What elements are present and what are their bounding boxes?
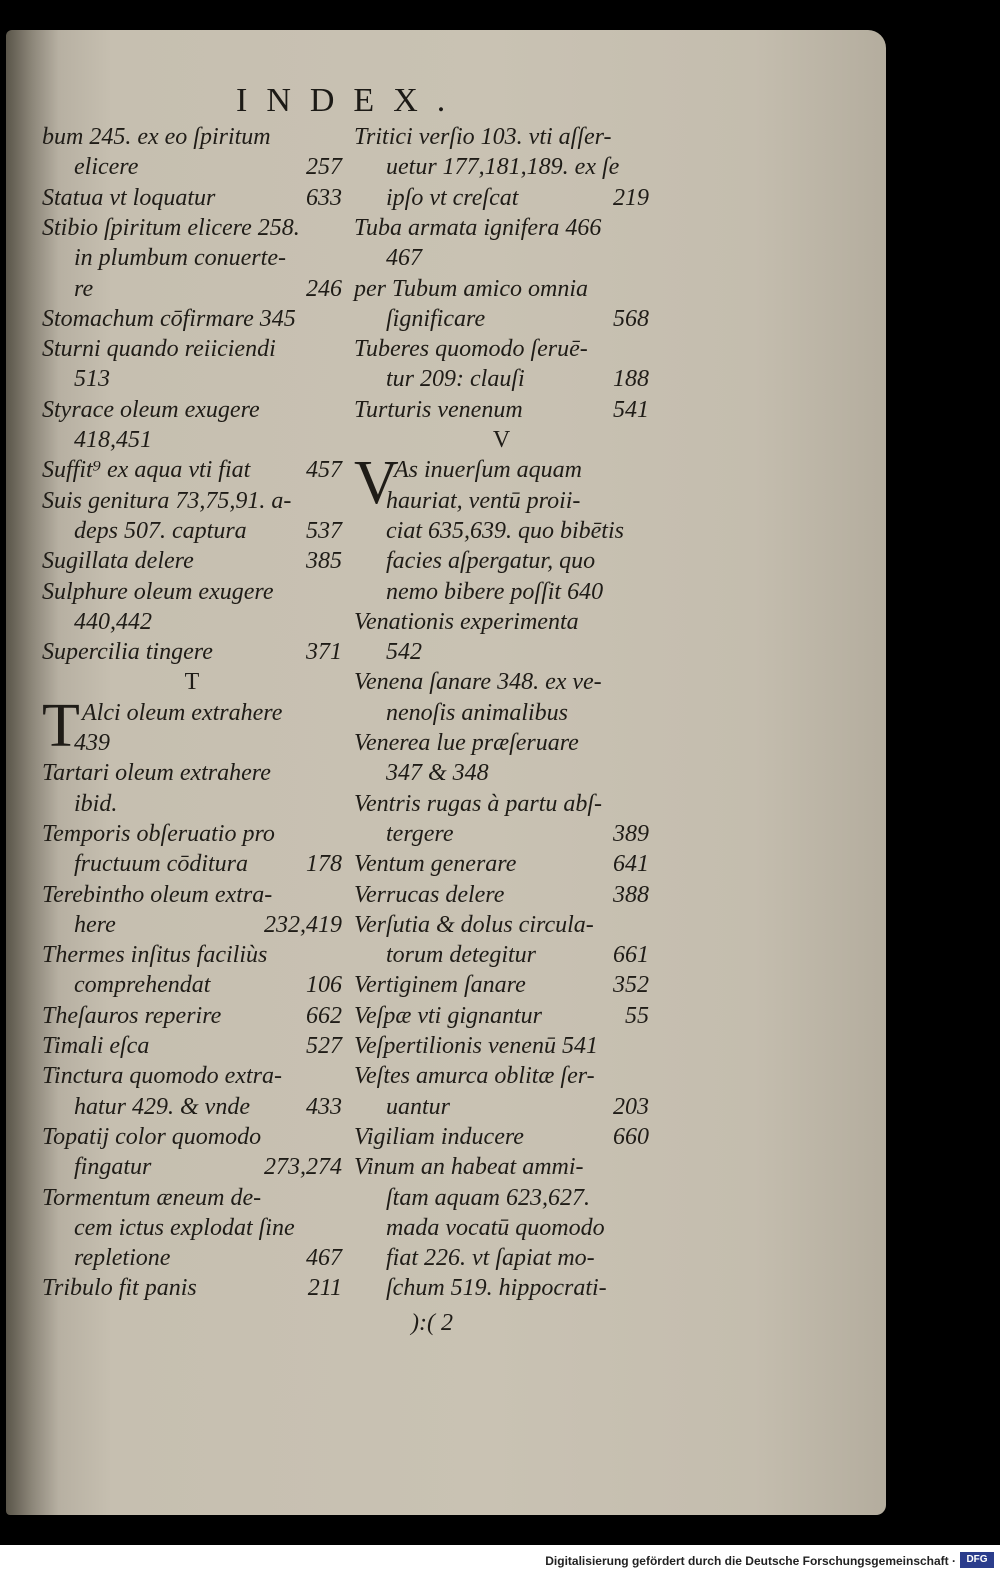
entry-text: 467 [386,245,422,272]
entry-page-number: 211 [307,1275,342,1302]
index-entry-line [74,1213,342,1243]
entry-page-number: 662 [306,1002,342,1029]
entry-text: Verſutia & dolus circula- [354,911,594,938]
index-entry-line [354,849,649,879]
index-entry-line [42,455,342,485]
index-entry-line [386,546,649,576]
entry-page-number: 178 [306,851,342,878]
index-entry-line [386,758,649,788]
index-entry-line [42,880,342,910]
entry-text: Verrucas delere [354,881,505,908]
index-entry-line [386,1243,649,1273]
entry-text: 513 [74,366,110,393]
index-entry-line [354,880,649,910]
index-entry-line [42,667,342,697]
entry-text: Vertiginem ſanare [354,972,526,999]
index-entry-line [74,789,342,819]
entry-text: re [74,275,94,302]
index-entry-line [354,334,649,364]
index-entry-line [42,940,342,970]
entry-text: here [74,911,116,938]
index-entry-line [74,849,342,879]
entry-text: bum 245. ex eo ſpiritum [42,124,271,150]
entry-text: tur 209: clauſi [386,366,525,393]
entry-text: deps 507. captura [74,517,247,544]
entry-text: 440,442 [74,608,152,635]
entry-page-number: 433 [306,1093,342,1120]
index-entry-line [354,607,649,637]
index-entry-line [42,1001,342,1031]
entry-page-number: 371 [306,639,342,666]
entry-text: Ventum generare [354,851,517,878]
entry-text: Sugillata delere [42,548,194,575]
index-entry-line [386,152,649,182]
entry-page-number: 660 [613,1123,649,1150]
index-entry-line [354,395,649,425]
index-entry-line [354,1061,649,1091]
index-entry-line [74,970,342,1000]
entry-page-number: 352 [613,972,649,999]
entry-text: Vinum an habeat ammi- [354,1154,584,1181]
entry-text: fingatur [74,1154,152,1181]
entry-text: ipſo vt creſcat [386,184,519,211]
entry-page-number: 641 [613,851,649,878]
index-entry-line [74,607,342,637]
index-entry-line [42,334,342,364]
index-entry-line [42,637,342,667]
entry-page-number: 55 [625,1002,649,1029]
index-entry-line [42,1273,342,1303]
index-entry-line [42,183,342,213]
index-entry-line [74,1152,342,1182]
index-entry-line [386,1273,649,1303]
entry-text: hatur 429. & vnde [74,1093,250,1120]
index-entry-line [354,122,649,152]
footer-credit: Digitalisierung gefördert durch die Deutsche Forschungsgemeinschaft · [545,1554,956,1568]
entry-text: fructuum cōditura [74,851,248,878]
entry-text: Tinctura quomodo extra- [42,1063,282,1090]
entry-text: uetur 177,181,189. ex ſe [386,154,620,181]
entry-text: Vigiliam inducere [354,1123,524,1150]
entry-text: V [492,427,511,453]
entry-text: Temporis obſeruatio pro [42,820,275,847]
entry-text: nenoſis animalibus [386,699,569,726]
index-entry-line [354,728,649,758]
index-entry-line [42,577,342,607]
index-entry-line [386,304,649,334]
entry-text: Suffit⁹ ex aqua vti fiat [42,457,251,484]
entry-text: facies aſpergatur, quo [386,548,596,575]
index-entry-line [42,304,342,334]
entry-text: Tartari oleum extrahere [42,760,271,787]
index-entry-line [42,486,342,516]
index-entry-line [42,1031,342,1061]
index-entry-line [394,455,649,485]
index-entry-line [386,243,649,273]
entry-text: Stomachum cōfirmare 345 [42,305,296,332]
entry-text: Sulphure oleum exugere [42,578,274,605]
entry-text: Supercilia tingere [42,639,213,666]
index-entry-line [354,213,649,243]
drop-cap-letter: T [42,691,80,760]
index-entry-line [74,516,342,546]
entry-text: elicere [74,154,139,181]
entry-text: Venationis experimenta [354,608,579,635]
entry-page-number: 457 [306,457,342,484]
entry-page-number: 257 [306,154,342,181]
index-entry-line [42,819,342,849]
page-title: INDEX. [236,82,465,119]
entry-text: Veſpæ vti gignantur [354,1002,542,1029]
entry-text: repletione [74,1245,171,1272]
entry-text: Veſtes amurca oblitæ ſer- [354,1063,595,1090]
entry-text: cem ictus explodat ſine [74,1214,295,1241]
index-entry-line [354,1031,649,1061]
entry-page-number: 388 [613,881,649,908]
footer-bar [0,1545,1000,1578]
index-entry-line [386,1213,649,1243]
entry-page-number: 232,419 [264,911,342,938]
entry-text: in plumbum conuerte- [74,245,286,272]
index-entry-line [386,183,649,213]
entry-text: ibid. [74,790,118,817]
index-entry-line [42,213,342,243]
index-entry-line [386,940,649,970]
index-entry-line [42,1183,342,1213]
index-entry-line [386,364,649,394]
entry-text: fiat 226. vt ſapiat mo- [386,1245,595,1272]
index-entry-line [42,395,342,425]
index-entry-line [386,637,649,667]
index-entry-line [354,1001,649,1031]
entry-text: mada vocatū quomodo [386,1214,605,1241]
entry-text: T [184,669,200,696]
entry-text: ſchum 519. hippocrati- [386,1275,607,1302]
index-entry-line [354,1122,649,1152]
entry-page-number: 537 [306,517,342,544]
entry-text: Sturni quando reiiciendi [42,336,276,363]
index-entry-line [386,577,649,607]
entry-text: ciat 635,639. quo bibētis [386,517,624,544]
index-entry-line [74,243,342,273]
index-entry-line [354,789,649,819]
index-entry-line [74,910,342,940]
entry-page-number: 527 [306,1033,342,1059]
index-entry-line [42,1061,342,1091]
entry-text: Theſauros reperire [42,1002,222,1029]
entry-text: As inuerſum aquam [394,457,582,484]
entry-text: Timali eſca [42,1033,150,1059]
index-entry-line [354,1152,649,1182]
index-entry-line [386,698,649,728]
entry-text: Turturis venenum [354,396,523,423]
entry-page-number: 106 [306,972,342,999]
dfg-logo: DFG [960,1552,994,1568]
entry-page-number: 246 [306,275,342,302]
entry-text: torum detegitur [386,942,536,969]
index-entry-line [386,1092,649,1122]
entry-page-number: 188 [613,366,649,393]
index-entry-line [42,1122,342,1152]
entry-text: Suis genitura 73,75,91. a- [42,487,292,514]
index-entry-line [42,122,342,152]
index-entry-line [82,698,342,728]
entry-page-number: 633 [306,184,342,211]
entry-text: ſtam aquam 623,627. [386,1184,590,1211]
entry-text: Veſpertilionis venenū 541 [354,1033,598,1059]
entry-text: Tormentum æneum de- [42,1184,262,1211]
index-entry-line [354,910,649,940]
entry-text: comprehendat [74,972,211,999]
entry-text: Venerea lue præſeruare [354,730,579,756]
index-entry-line [74,1243,342,1273]
signature-mark: ):( 2 [411,1310,453,1336]
entry-text: ſignificare [386,305,486,332]
entry-text: 418,451 [74,427,152,453]
index-entry-line [354,970,649,1000]
entry-text: Alci oleum extrahere [82,699,283,726]
entry-text: Tribulo fit panis [42,1275,197,1302]
index-entry-line [74,425,342,455]
entry-text: Topatij color quomodo [42,1123,262,1150]
entry-text: nemo bibere poſſit 640 [386,578,604,605]
index-entry-line [42,546,342,576]
index-entry-line [386,486,649,516]
entry-text: Thermes inſitus faciliùs [42,942,268,969]
entry-text: Tuberes quomodo ſeruē- [354,336,588,363]
entry-text: Stibio ſpiritum elicere 258. [42,214,300,241]
index-entry-line [354,667,649,697]
index-entry-line [354,274,649,304]
entry-page-number: 389 [613,820,649,847]
entry-text: tergere [386,820,454,847]
index-entry-line [386,1183,649,1213]
entry-page-number: 467 [306,1245,342,1272]
entry-page-number: 661 [613,942,649,969]
entry-text: Terebintho oleum extra- [42,881,273,908]
entry-page-number: 203 [613,1093,649,1120]
entry-text: Styrace oleum exugere [42,396,260,423]
entry-text: 439 [74,730,110,756]
index-entry-line [74,364,342,394]
index-entry-line [74,728,342,758]
entry-text: per Tubum amico omnia [354,275,588,302]
entry-page-number: 568 [613,305,649,332]
entry-page-number: 273,274 [264,1154,342,1181]
drop-cap-letter: V [354,449,399,518]
entry-text: uantur [386,1093,451,1120]
entry-text: 347 & 348 [386,760,489,787]
entry-text: Tuba armata ignifera 466 [354,214,602,241]
book-page [6,30,886,1515]
entry-text: Venena ſanare 348. ex ve- [354,669,602,696]
index-entry-line [74,152,342,182]
entry-text: Tritici verſio 103. vti aſſer- [354,124,612,150]
index-entry-line [386,819,649,849]
entry-text: hauriat, ventū proii- [386,487,581,514]
index-entry-line [386,516,649,546]
entry-page-number: 219 [613,184,649,211]
index-entry-line [74,274,342,304]
entry-page-number: 541 [613,396,649,423]
entry-text: Ventris rugas à partu abſ- [354,790,603,817]
index-entry-line [74,1092,342,1122]
entry-page-number: 385 [306,548,342,575]
index-entry-line [42,758,342,788]
entry-text: Statua vt loquatur [42,184,216,211]
entry-text: 542 [386,639,422,666]
